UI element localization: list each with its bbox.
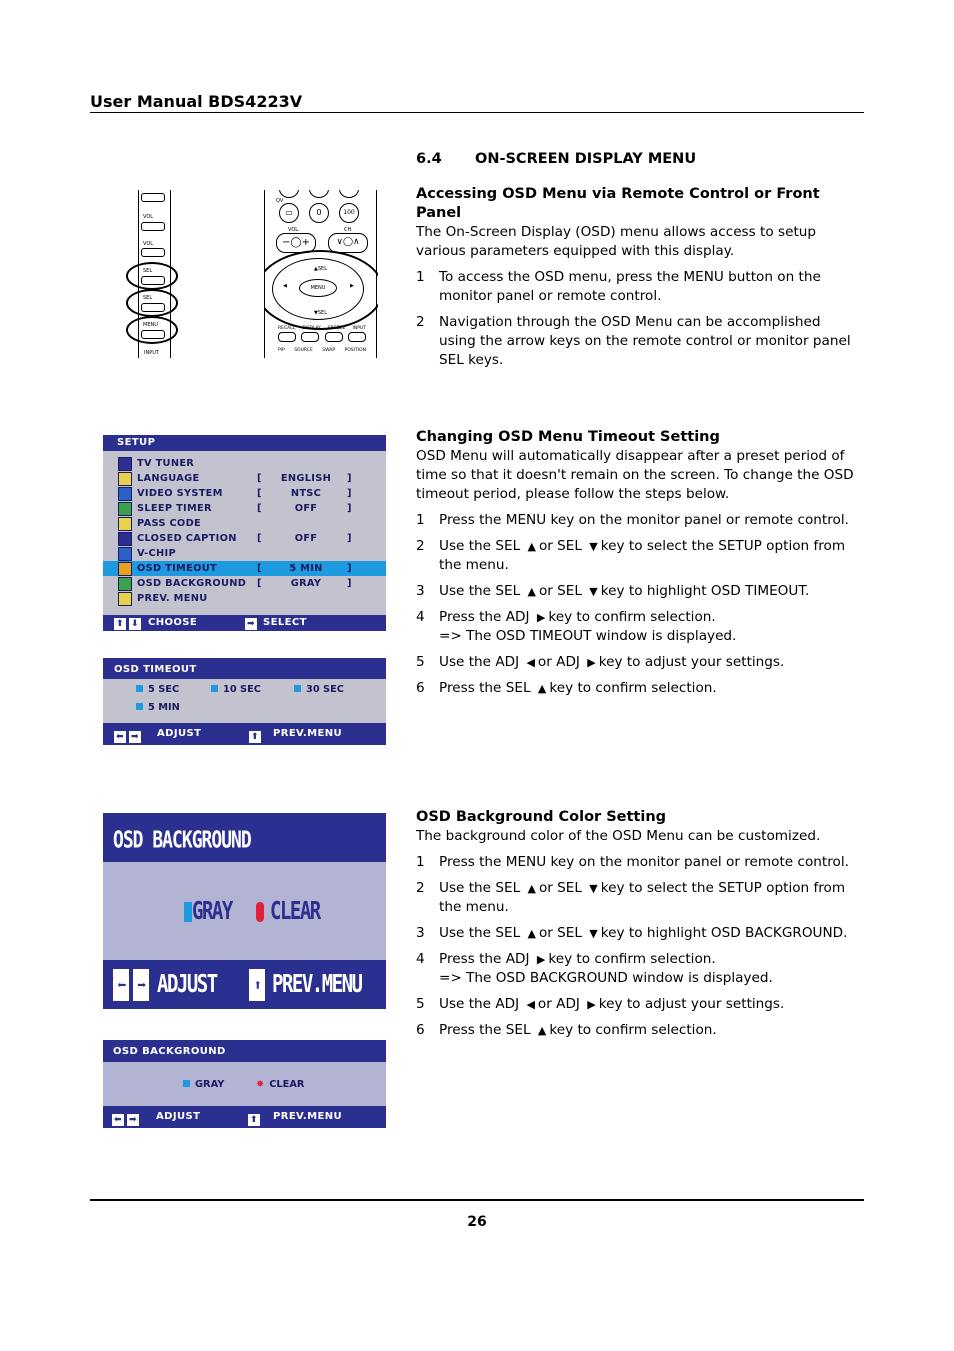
background-heading: OSD Background Color Setting <box>416 809 667 825</box>
bg-small-options <box>103 1062 386 1106</box>
bracket-close: ] <box>347 533 352 544</box>
prev-menu-label: PREV.MENU <box>273 1111 342 1122</box>
menu-item-label: OSD TIMEOUT <box>137 563 217 574</box>
dpad-adj-left: ◀ <box>283 283 287 289</box>
osd-timeout-panel <box>103 658 386 745</box>
menu-item-label: PREV. MENU <box>137 593 208 604</box>
background-step: 5 Use the ADJ ◀ or ADJ ▶ key to adjust your settings. <box>416 996 785 1012</box>
setup-menu-item[interactable] <box>103 516 386 531</box>
vol-label: VOL. <box>288 227 300 233</box>
timeout-step: 1 Press the MENU key on the monitor panel or remote control. <box>416 512 849 528</box>
header-rule <box>90 112 864 113</box>
menu-item-value: GRAY <box>290 578 322 589</box>
highlight-circle <box>126 262 178 290</box>
clear-marker-icon <box>256 902 264 922</box>
background-step: 1 Press the MENU key on the monitor panel or remote control. <box>416 854 849 870</box>
menu-item-label: V-CHIP <box>137 548 176 559</box>
gray-marker-icon <box>183 1080 190 1087</box>
panel-menu-label: MENU <box>143 322 158 328</box>
adjust-label: ADJUST <box>157 969 217 999</box>
left-right-arrow-icon: ⬅ ➡ <box>112 1110 142 1132</box>
bracket-open: [ <box>257 503 262 514</box>
bg-large-options <box>103 862 386 960</box>
timeout-step: 3 Use the SEL ▲ or SEL ▼ key to highlight OSD TIMEOUT. <box>416 583 810 599</box>
up-arrow-icon: ⬆ <box>249 969 265 1001</box>
bracket-open: [ <box>257 533 262 544</box>
menu-item-label: TV TUNER <box>137 458 195 469</box>
bracket-close: ] <box>347 503 352 514</box>
timeout-step: 2 Use the SEL ▲ or SEL ▼ key to select the SETUP option from the menu. <box>416 538 846 573</box>
front-panel-illustration <box>138 190 171 358</box>
background-intro: The background color of the OSD Menu can be customized. <box>416 828 821 844</box>
timeout-option[interactable]: 30 SEC <box>294 684 344 695</box>
step-text: To access the OSD menu, press the MENU button on the monitor panel or remote control. <box>439 269 821 304</box>
up-triangle-icon: ▲ <box>537 682 547 695</box>
vol-button <box>141 222 165 231</box>
section-number: 6.4 <box>416 151 442 167</box>
setup-menu-panel <box>103 435 386 631</box>
display-label: DISPLAY <box>302 326 321 331</box>
menu-item-icon <box>118 547 132 561</box>
highlight-circle <box>126 289 178 317</box>
menu-item-icon <box>118 577 132 591</box>
right-arrow-icon: ➡ <box>245 617 260 633</box>
down-triangle-icon: ▼ <box>589 882 598 895</box>
osd-background-small-panel <box>103 1040 386 1128</box>
dpad-sel-up: ▲SEL <box>314 266 327 272</box>
panel-vol-label: VOL <box>143 241 154 247</box>
option-marker-icon <box>136 703 143 710</box>
access-block <box>416 185 861 370</box>
dpad-sel-down: ▼SEL <box>314 310 327 316</box>
page-number: 26 <box>467 1214 487 1230</box>
right-triangle-icon: ▶ <box>587 656 596 669</box>
vol-button <box>141 248 165 257</box>
bracket-close: ] <box>347 473 352 484</box>
setup-menu-list <box>103 451 386 615</box>
prev-menu-label: PREV.MENU <box>273 728 342 739</box>
setup-menu-item[interactable] <box>103 531 386 546</box>
footer-rule <box>90 1199 864 1201</box>
remote-row-1-buttons <box>278 332 366 342</box>
option-marker-icon <box>211 685 218 692</box>
left-right-arrow-icon: ⬅ ➡ <box>113 969 149 1001</box>
timeout-step: 5 Use the ADJ ◀ or ADJ ▶ key to adjust your settings. <box>416 654 785 670</box>
menu-item-icon <box>118 592 132 606</box>
setup-menu-item[interactable] <box>103 456 386 471</box>
setup-footer-bar <box>103 615 386 631</box>
section-heading <box>416 150 861 169</box>
panel-input-label: INPUT <box>144 350 159 356</box>
setup-menu-item[interactable] <box>103 576 386 591</box>
prev-menu-label: PREV.MENU <box>272 969 362 999</box>
highlight-circle <box>126 316 178 344</box>
bracket-close: ] <box>347 563 352 574</box>
timeout-option[interactable]: 5 SEC <box>136 684 179 695</box>
hundred-button: 100 <box>339 203 359 223</box>
option-marker-icon <box>136 685 143 692</box>
menu-item-icon <box>118 562 132 576</box>
volume-rocker: −◯+ <box>276 233 316 253</box>
up-arrow-icon: ⬆ <box>249 727 264 749</box>
panel-sel-label: SEL <box>143 295 153 301</box>
setup-menu-item[interactable] <box>103 471 386 486</box>
timeout-title-bar <box>103 658 386 679</box>
remote-button <box>339 190 359 198</box>
dpad-adj-right: ▶ <box>350 283 354 289</box>
bracket-close: ] <box>347 488 352 499</box>
bracket-open: [ <box>257 578 262 589</box>
step-text: Navigation through the OSD Menu can be accomplished using the arrow keys on the remote control or monitor panel SEL keys. <box>439 314 851 368</box>
menu-item-value: OFF <box>294 533 318 544</box>
remote-row-2 <box>278 348 366 356</box>
access-step <box>416 313 861 370</box>
timeout-option[interactable]: 10 SEC <box>211 684 261 695</box>
up-triangle-icon: ▲ <box>537 1024 547 1037</box>
down-triangle-icon: ▼ <box>589 540 598 553</box>
timeout-title: OSD TIMEOUT <box>114 664 197 675</box>
freeze-label: FREEZE <box>328 326 346 331</box>
bracket-open: [ <box>257 473 262 484</box>
menu-item-icon <box>118 502 132 516</box>
menu-button: MENU <box>299 279 337 297</box>
right-triangle-icon: ▶ <box>536 953 546 966</box>
menu-item-label: OSD BACKGROUND <box>137 578 247 589</box>
pip-label: PIP <box>278 348 285 353</box>
input-label: INPUT <box>352 326 366 331</box>
access-heading: Accessing OSD Menu via Remote Control or Front Panel <box>416 186 820 221</box>
up-triangle-icon: ▲ <box>527 585 536 598</box>
zero-button: 0 <box>309 203 329 223</box>
setup-menu-item[interactable] <box>103 561 386 576</box>
bg-large-title: OSD BACKGROUND <box>113 826 251 854</box>
document-title: User Manual BDS4223V <box>90 92 303 111</box>
choose-label: CHOOSE <box>148 617 198 628</box>
panel-button <box>141 193 165 202</box>
bg-large-footer-bar <box>103 960 386 1009</box>
bracket-open: [ <box>257 488 262 499</box>
timeout-option[interactable]: 5 MIN <box>136 702 180 713</box>
ch-label: CH. <box>344 227 353 233</box>
bg-small-footer-bar <box>103 1106 386 1128</box>
menu-item-label: PASS CODE <box>137 518 201 529</box>
up-triangle-icon: ▲ <box>527 882 536 895</box>
clear-marker-icon: ✸ <box>256 1079 265 1090</box>
timeout-intro: OSD Menu will automatically disappear after a preset period of time so that it doesn't remain on the screen. To change the OSD timeout period, please follow the steps below. <box>416 448 854 502</box>
background-step: 3 Use the SEL ▲ or SEL ▼ key to highlight OSD BACKGROUND. <box>416 925 848 941</box>
menu-item-value: 5 MIN <box>289 563 323 574</box>
gray-option[interactable]: GRAY <box>183 1079 224 1090</box>
menu-item-icon <box>118 517 132 531</box>
menu-item-value: ENGLISH <box>280 473 332 484</box>
panel-vol-label: VOL <box>143 214 154 220</box>
menu-item-label: VIDEO SYSTEM <box>137 488 223 499</box>
recall-label: RECALL <box>278 326 296 331</box>
up-arrow-icon: ⬆ ⬇ <box>114 617 144 633</box>
setup-menu-item[interactable] <box>103 546 386 561</box>
osd-background-large-panel <box>103 813 386 1009</box>
qv-label: QV <box>276 198 284 204</box>
menu-item-icon <box>118 457 132 471</box>
access-intro: The On-Screen Display (OSD) menu allows access to setup various parameters equipped with this display. <box>416 224 817 259</box>
step-number: 2 <box>416 314 425 330</box>
menu-item-icon <box>118 532 132 546</box>
swap-label: SWAP <box>322 348 336 353</box>
timeout-heading: Changing OSD Menu Timeout Setting <box>416 429 720 445</box>
background-step: 4 Press the ADJ ▶ key to confirm selection. => The OSD BACKGROUND window is displayed. <box>416 951 773 986</box>
setup-title-bar <box>103 435 386 451</box>
clear-option[interactable]: ✸ CLEAR <box>256 1079 305 1090</box>
bracket-close: ] <box>347 578 352 589</box>
source-label: SOURCE <box>294 348 313 353</box>
left-triangle-icon: ◀ <box>526 998 535 1011</box>
left-triangle-icon: ◀ <box>526 656 535 669</box>
menu-item-label: SLEEP TIMER <box>137 503 212 514</box>
panel-sel-label: SEL <box>143 268 153 274</box>
setup-menu-item[interactable] <box>103 501 386 516</box>
setup-title: SETUP <box>117 437 156 448</box>
up-triangle-icon: ▲ <box>527 540 536 553</box>
menu-item-label: LANGUAGE <box>137 473 200 484</box>
select-label: SELECT <box>263 617 307 628</box>
access-step <box>416 268 861 306</box>
timeout-options <box>103 679 386 723</box>
highlight-circle <box>264 250 378 330</box>
background-step: 2 Use the SEL ▲ or SEL ▼ key to select the SETUP option from the menu. <box>416 880 846 915</box>
adjust-label: ADJUST <box>157 728 202 739</box>
menu-item-icon <box>118 472 132 486</box>
up-arrow-icon: ⬆ <box>248 1110 263 1132</box>
bracket-open: [ <box>257 563 262 574</box>
background-step: 6 Press the SEL ▲ key to confirm selection. <box>416 1022 717 1038</box>
clear-option[interactable]: CLEAR <box>256 900 320 922</box>
bg-small-title-bar <box>103 1040 386 1062</box>
qv-button: ▭ <box>279 203 299 223</box>
remote-button <box>309 190 329 198</box>
right-triangle-icon: ▶ <box>536 611 546 624</box>
menu-item-icon <box>118 487 132 501</box>
up-triangle-icon: ▲ <box>527 927 536 940</box>
setup-menu-item[interactable] <box>103 591 386 606</box>
option-marker-icon <box>294 685 301 692</box>
left-right-arrow-icon: ⬅ ➡ <box>114 727 144 749</box>
bg-small-title: OSD BACKGROUND <box>113 1046 226 1057</box>
timeout-block <box>416 428 861 698</box>
gray-marker-icon <box>184 902 192 922</box>
step-number: 1 <box>416 269 425 285</box>
remote-button <box>279 190 299 198</box>
remote-illustration <box>264 190 378 358</box>
right-triangle-icon: ▶ <box>587 998 596 1011</box>
menu-item-value: OFF <box>294 503 318 514</box>
position-label: POSITION <box>344 348 366 353</box>
down-triangle-icon: ▼ <box>589 585 598 598</box>
setup-menu-item[interactable] <box>103 486 386 501</box>
timeout-step: 6 Press the SEL ▲ key to confirm selection. <box>416 680 717 696</box>
channel-rocker: ∨◯∧ <box>328 233 368 253</box>
down-triangle-icon: ▼ <box>589 927 598 940</box>
section-title: ON-SCREEN DISPLAY MENU <box>475 151 697 167</box>
gray-option[interactable]: GRAY <box>184 900 232 922</box>
menu-item-label: CLOSED CAPTION <box>137 533 237 544</box>
timeout-footer-bar <box>103 723 386 745</box>
menu-item-value: NTSC <box>290 488 322 499</box>
timeout-step: 4 Press the ADJ ▶ key to confirm selection. => The OSD TIMEOUT window is displayed. <box>416 609 737 644</box>
background-block <box>416 808 861 1040</box>
adjust-label: ADJUST <box>156 1111 201 1122</box>
bg-large-title-bar <box>103 813 386 862</box>
